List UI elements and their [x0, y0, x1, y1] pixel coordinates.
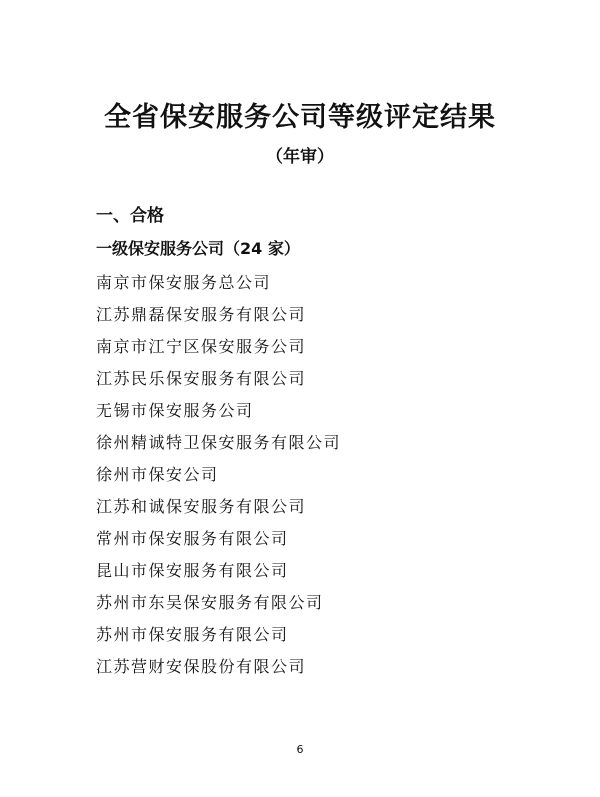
list-item: 徐州精诚特卫保安服务有限公司 — [96, 433, 342, 452]
list-item: 南京市保安服务总公司 — [96, 273, 272, 292]
company-list — [96, 267, 341, 683]
list-item: 江苏民乐保安服务有限公司 — [96, 369, 307, 388]
list-item: 江苏营财安保股份有限公司 — [96, 657, 307, 676]
list-item: 徐州市保安公司 — [96, 465, 219, 484]
page-title: 全省保安服务公司等级评定结果 — [104, 102, 496, 133]
list-item: 苏州市保安服务有限公司 — [96, 625, 289, 644]
page-number: 6 — [296, 743, 304, 756]
list-item: 无锡市保安服务公司 — [96, 401, 254, 420]
category-heading: 一级保安服务公司（24 家） — [96, 239, 300, 258]
list-item: 昆山市保安服务有限公司 — [96, 561, 289, 580]
list-item: 江苏鼎磊保安服务有限公司 — [96, 305, 307, 324]
list-item: 南京市江宁区保安服务公司 — [96, 337, 307, 356]
section-heading: 一、合格 — [96, 206, 164, 226]
page-subtitle: （年审） — [266, 147, 334, 167]
list-item: 苏州市东吴保安服务有限公司 — [96, 593, 324, 612]
list-item: 江苏和诚保安服务有限公司 — [96, 497, 307, 516]
list-item: 常州市保安服务有限公司 — [96, 529, 289, 548]
